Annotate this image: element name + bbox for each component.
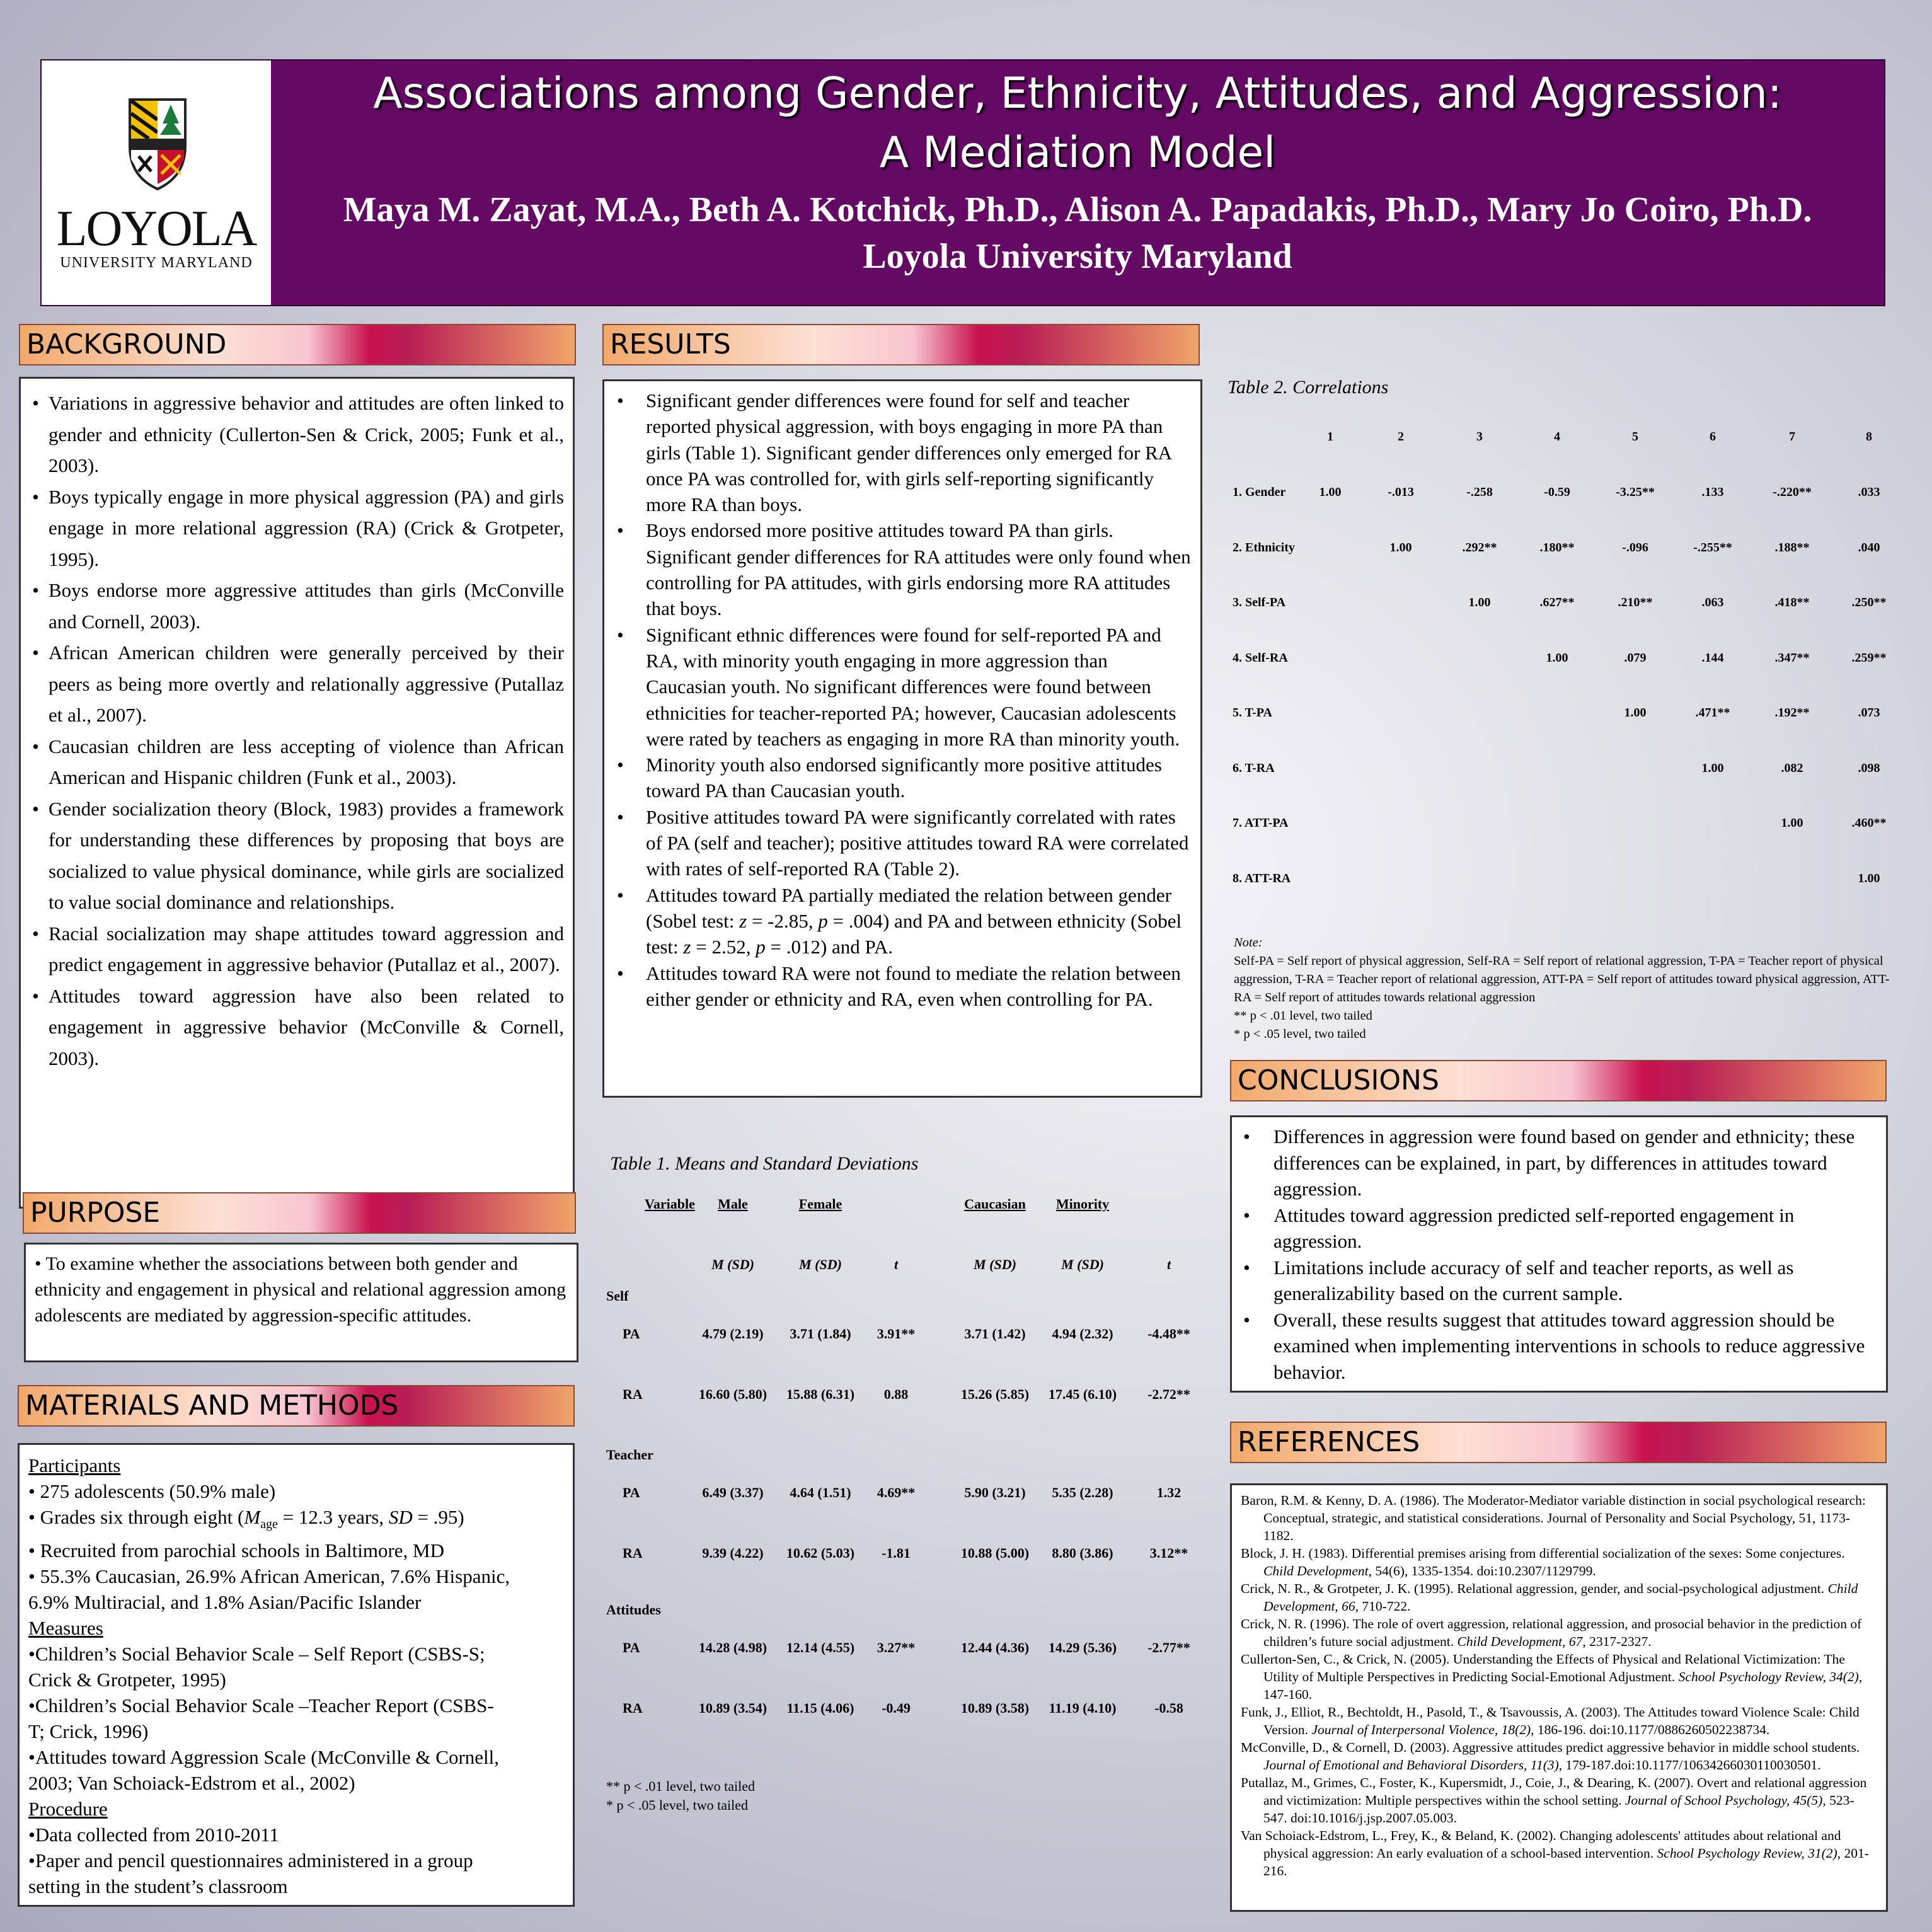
table1-cell: 11.19 (4.10)	[1049, 1700, 1117, 1716]
table2-cell: .259**	[1851, 650, 1887, 665]
procedure-1: •Data collected from 2010-2011	[28, 1824, 279, 1846]
table1-cell: 1.32	[1156, 1485, 1182, 1500]
table2-cell: .040	[1858, 540, 1880, 555]
table1-cell: 4.69**	[877, 1485, 916, 1500]
references-list	[1241, 1492, 1877, 1880]
list-item: • Significant ethnic differences were found for self-reported PA and RA, with minority youth engaging in more aggression than Caucasian youth. No significant differences were found between ethnicities for teacher-reported PA; however, Caucasian adolescents were rated by teachers as engaging in more RA than minority youth.	[613, 622, 1192, 752]
table2-cell: .347**	[1774, 650, 1810, 665]
list-item: • Attitudes toward aggression predicted self-reported engagement in aggression.	[1241, 1202, 1877, 1255]
table2-row-label: 6. T-RA	[1233, 761, 1275, 775]
procedure-2: •Paper and pencil questionnaires administered in a group	[28, 1849, 473, 1872]
table2-cell: .180**	[1539, 540, 1575, 555]
list-item: • Variations in aggressive behavior and attitudes are often linked to gender and ethnicity (Cullerton-Sen & Crick, 2005; Funk et al., 2003).	[30, 388, 564, 481]
results-list	[613, 388, 1192, 1012]
table1-subheader: t	[894, 1256, 899, 1272]
table1-subheader: M (SD)	[974, 1256, 1016, 1272]
participants-grades: • Grades six through eight ($M_{age} = 12.3$ years, SD = .95)	[28, 1506, 464, 1532]
purpose-box	[24, 1243, 578, 1362]
table2-cell: .133	[1701, 485, 1724, 499]
table1-cell: -0.58	[1154, 1700, 1183, 1716]
table1-row-label: PA	[623, 1485, 640, 1500]
table1-header: Variable	[645, 1196, 695, 1212]
list-item: • Significant gender differences were found for self and teacher reported physical aggression, with boys engaging in more PA than girls (Table 1). Significant gender differences only emerged for RA once PA was controlled for, with girls self-reporting significantly more RA than boys.	[613, 388, 1192, 517]
list-item: • Differences in aggression were found based on gender and ethnicity; these differences can be explained, in part, by differences in attitudes toward aggression.	[1241, 1124, 1877, 1202]
table1-cell: -2.77**	[1147, 1640, 1190, 1655]
table2-cell: -.258	[1466, 485, 1493, 499]
table1-subheader: M (SD)	[799, 1256, 842, 1272]
table2-cell: -3.25**	[1616, 485, 1655, 499]
title-line-2: A Mediation Model	[879, 128, 1276, 178]
table1-cell: 3.91**	[877, 1326, 916, 1342]
table2-title: Table 2. Correlations	[1228, 377, 1389, 398]
table1-cell: 5.90 (3.21)	[964, 1485, 1026, 1500]
table2-col-header: 3	[1476, 430, 1483, 444]
table2-cell: .292**	[1462, 540, 1497, 555]
table2-cell: 1.00	[1468, 595, 1491, 609]
table1-cell: 6.49 (3.37)	[702, 1485, 764, 1500]
table2-cell: .079	[1624, 650, 1647, 665]
measure-1: •Children’s Social Behavior Scale – Self Report (CSBS-S;	[28, 1643, 485, 1665]
conclusions-box	[1230, 1115, 1888, 1393]
table1-row-label: RA	[623, 1386, 643, 1402]
table2-cell: 1.00	[1858, 871, 1880, 885]
participants-count: • 275 adolescents (50.9% male)	[28, 1480, 276, 1502]
table2-col-header: 2	[1398, 430, 1404, 444]
table2-cell: -.220**	[1773, 485, 1812, 499]
list-item: • African American children were generally perceived by their peers as being more overtly and relationally aggressive (Putallaz et al., 2007).	[30, 637, 564, 731]
table1-row-label: PA	[623, 1326, 640, 1342]
table1-header: Caucasian	[964, 1196, 1026, 1212]
poster-title	[277, 64, 1878, 183]
participants-heading: Participants	[28, 1454, 121, 1476]
table1-cell: 10.89 (3.58)	[960, 1700, 1030, 1716]
background-box	[19, 377, 575, 1209]
table2-cell: .033	[1858, 485, 1880, 499]
methods-box	[18, 1443, 575, 1907]
table2-note-2: * p < .05 level, two tailed	[1234, 1027, 1366, 1041]
title-line-1: Associations among Gender, Ethnicity, Attitudes, and Aggression:	[373, 69, 1782, 118]
table2-cell: .082	[1781, 761, 1803, 775]
author-names: Maya M. Zayat, M.A., Beth A. Kotchick, Ph.D., Alison A. Papadakis, Ph.D., Mary Jo Coiro, Ph.D.	[343, 190, 1812, 229]
table1-cell: 3.12**	[1149, 1545, 1188, 1561]
table2-cell: .144	[1701, 650, 1724, 665]
list-item: • Attitudes toward PA partially mediated the relation between gender (Sobel test: z = -2.85, p = .004) and PA and between ethnicity (Sobel test: z = 2.52, p = .012) and PA.	[613, 882, 1192, 960]
logo-wordmark: LOYOLA	[56, 201, 256, 256]
table1-cell: 4.64 (1.51)	[790, 1485, 851, 1500]
table2-cell: 1.00	[1546, 650, 1568, 665]
table1-cell: 14.29 (5.36)	[1048, 1640, 1117, 1655]
table1-cell: 3.71 (1.42)	[964, 1326, 1026, 1342]
table1-group-label: Self	[606, 1288, 629, 1304]
measure-2-cont: T; Crick, 1996)	[28, 1720, 149, 1743]
table2-cell: .471**	[1695, 706, 1730, 720]
table2-cell: 1.00	[1319, 485, 1342, 499]
reference-item: Crick, N. R., & Grotpeter, J. K. (1995). Relational aggression, gender, and social-psychological adjustment. Child Development, 66, 710-722.	[1241, 1581, 1858, 1614]
table1-group-label: Teacher	[606, 1447, 653, 1463]
table2-cell: .063	[1701, 595, 1724, 609]
list-item: • Minority youth also endorsed significantly more positive attitudes toward PA than Caucasian youth.	[613, 752, 1192, 804]
measures-heading: Measures	[28, 1617, 103, 1640]
table2-cell: -0.59	[1544, 485, 1570, 499]
table2-row-label: 3. Self-PA	[1233, 595, 1286, 609]
table1-cell: -4.48**	[1147, 1326, 1190, 1342]
purpose-text: • To examine whether the associations between both gender and ethnicity and engagement in physical and relational aggression among adolescents are mediated by aggression-specific attitudes.	[35, 1253, 566, 1326]
purpose-heading: PURPOSE	[23, 1192, 576, 1234]
table2-cell: .627**	[1539, 595, 1575, 609]
references-heading: REFERENCES	[1230, 1422, 1887, 1463]
table2-row-label: 7. ATT-PA	[1233, 816, 1289, 830]
table1-subheader: M (SD)	[711, 1256, 754, 1272]
table1-cell: 17.45 (6.10)	[1048, 1386, 1117, 1402]
list-item: • Caucasian children are less accepting of violence than African American and Hispanic children (Funk et al., 2003).	[30, 731, 564, 793]
participants-schools: • Recruited from parochial schools in Baltimore, MD	[28, 1539, 444, 1562]
measure-2: •Children’s Social Behavior Scale –Teacher Report (CSBS-	[28, 1694, 494, 1717]
table1-cell: 10.88 (5.00)	[960, 1545, 1030, 1561]
affiliation: Loyola University Maryland	[863, 237, 1292, 276]
table2-cell: .460**	[1851, 816, 1887, 830]
table1-subheader: M (SD)	[1061, 1256, 1104, 1272]
list-item: • Boys endorsed more positive attitudes toward PA than girls. Significant gender differences for RA attitudes were only found when controlling for PA attitudes, with girls endorsing more RA attitudes that boys.	[613, 517, 1192, 621]
conclusions-list	[1241, 1124, 1877, 1385]
table2-row-label: 8. ATT-RA	[1233, 871, 1291, 885]
author-block	[277, 187, 1878, 280]
table1-group-label: Attitudes	[606, 1602, 661, 1618]
methods-heading: MATERIALS AND METHODS	[18, 1385, 575, 1427]
table1-note: ** p < .01 level, two tailed	[606, 1778, 756, 1794]
table1-cell: 16.60 (5.80)	[698, 1386, 768, 1402]
table2-cell: .192**	[1774, 706, 1810, 720]
table1-row-label: RA	[623, 1700, 643, 1716]
table2-cell: 1.00	[1781, 816, 1803, 830]
reference-item: Baron, R.M. & Kenny, D. A. (1986). The Moderator-Mediator variable distinction in social psychological research: Conceptual, strategic, and statistical considerations. Journal of Personality and Social Psychology, 51, 1173-1182.	[1241, 1493, 1866, 1543]
table1-cell: 12.14 (4.55)	[786, 1640, 855, 1655]
table1-cell: 14.28 (4.98)	[698, 1640, 768, 1655]
table2-col-header: 5	[1632, 430, 1638, 444]
participants-ethnicity-cont: 6.9% Multiracial, and 1.8% Asian/Pacific Islander	[28, 1591, 422, 1614]
table2-col-header: 8	[1866, 430, 1872, 444]
table2-cell: .418**	[1774, 595, 1810, 609]
table2-col-header: 1	[1327, 430, 1333, 444]
list-item: • Overall, these results suggest that attitudes toward aggression should be examined when implementing interventions in schools to reduce aggressive behavior.	[1241, 1307, 1877, 1386]
table2-row-label: 1. Gender	[1233, 485, 1286, 499]
table2-cell: -.255**	[1693, 540, 1732, 555]
table2-cell: -.096	[1622, 540, 1648, 555]
results-heading: RESULTS	[602, 324, 1200, 365]
table2-row-label: 5. T-PA	[1233, 706, 1272, 720]
list-item: • Attitudes toward RA were not found to mediate the relation between either gender or ethnicity and RA, even when controlling for PA.	[613, 960, 1192, 1013]
list-item: • Boys typically engage in more physical aggression (PA) and girls engage in more relational aggression (RA) (Crick & Grotpeter, 1995).	[30, 481, 564, 575]
procedure-2-cont: setting in the student’s classroom	[28, 1875, 288, 1898]
table1-cell: 15.26 (5.85)	[960, 1386, 1030, 1402]
table1-cell: 3.71 (1.84)	[790, 1326, 851, 1342]
table1-cell: 4.94 (2.32)	[1052, 1326, 1113, 1342]
table2-col-header: 7	[1789, 430, 1795, 444]
table2-note-heading: Note:	[1234, 936, 1263, 950]
table1-cell: -2.72**	[1147, 1386, 1190, 1402]
table2-cell: 1.00	[1389, 540, 1412, 555]
table1-header: Female	[798, 1196, 842, 1212]
table2-col-header: 4	[1554, 430, 1560, 444]
table2-cell: .098	[1858, 761, 1880, 775]
table2-cell: -.013	[1388, 485, 1414, 499]
results-box	[602, 379, 1202, 1098]
list-item: • Attitudes toward aggression have also been related to engagement in aggressive behavior (McConville & Cornell, 2003).	[30, 980, 564, 1074]
logo-subtitle: UNIVERSITY MARYLAND	[60, 255, 253, 271]
table1-cell: 4.79 (2.19)	[702, 1326, 764, 1342]
table1-cell: 0.88	[883, 1386, 909, 1402]
table2-note-1: ** p < .01 level, two tailed	[1234, 1009, 1372, 1023]
table1-cell: 11.15 (4.06)	[786, 1700, 854, 1716]
table1-cell: 9.39 (4.22)	[702, 1545, 764, 1561]
reference-item: McConville, D., & Cornell, D. (2003). Aggressive attitudes predict aggressive behavior in middle school students. Journal of Emotional and Behavioral Disorders, 11(3), 179-187.doi:10.1177/10634266030110030501.	[1241, 1740, 1860, 1773]
table2-note-text: Self-PA = Self report of physical aggression, Self-RA = Self report of relational aggression, T-PA = Teacher report of physical aggression, T-RA = Teacher report of relational aggression, ATT-PA = Self report of attitudes toward physical aggression, ATT-RA = Self report of attitudes towards relational aggression	[1234, 954, 1890, 1004]
table1-subheader: t	[1166, 1256, 1171, 1272]
reference-item: Funk, J., Elliot, R., Bechtoldt, H., Pasold, T., & Tsavoussis, A. (2003). The Attitudes toward Violence Scale: Child Version. Journal of Interpersonal Violence, 18(2), 186-196. doi:10.1177/0886260502238734.	[1241, 1705, 1860, 1737]
table2-note	[1234, 934, 1902, 1044]
table2-cell: .250**	[1851, 595, 1887, 609]
table1-cell: 10.89 (3.54)	[698, 1700, 768, 1716]
table2-cell: .210**	[1618, 595, 1653, 609]
table2-row-label: 4. Self-RA	[1233, 650, 1288, 665]
reference-item: Van Schoiack-Edstrom, L., Frey, K., & Beland, K. (2002). Changing adolescents' attitudes about relational and physical aggression: An early evaluation of a school-based intervention. School Psychology Review, 31(2), 201-216.	[1241, 1828, 1869, 1878]
reference-item: Cullerton-Sen, C., & Crick, N. (2005). Understanding the Effects of Physical and Relational Victimization: The Utility of Multiple Perspectives in Predicting Social-Emotional Adjustment. School Psychology Review, 34(2), 147-160.	[1241, 1652, 1863, 1702]
table1-title: Table 1. Means and Standard Deviations	[610, 1153, 919, 1174]
procedure-heading: Procedure	[28, 1798, 108, 1820]
background-heading: BACKGROUND	[19, 324, 576, 365]
table1-cell: 5.35 (2.28)	[1052, 1485, 1113, 1500]
list-item: • Positive attitudes toward PA were significantly correlated with rates of PA (self and teacher); positive attitudes toward RA were correlated with rates of self-reported RA (Table 2).	[613, 804, 1192, 882]
table1-cell: 3.27**	[877, 1640, 916, 1655]
table1-cell: 15.88 (6.31)	[786, 1386, 855, 1402]
table1-cell: 12.44 (4.36)	[960, 1640, 1030, 1655]
table1-row-label: PA	[623, 1640, 640, 1655]
table1-note: * p < .05 level, two tailed	[606, 1797, 749, 1813]
table1-cell: 10.62 (5.03)	[786, 1545, 855, 1561]
table1-cell: -1.81	[882, 1545, 911, 1561]
table1-row-label: RA	[623, 1545, 643, 1561]
table1-header: Male	[718, 1196, 748, 1212]
table2-col-header: 6	[1710, 430, 1716, 444]
table1-cell: -0.49	[882, 1700, 911, 1716]
reference-item: Block, J. H. (1983). Differential premises arising from differential socialization of the sexes: Some conjectures. Child Development, 54(6), 1335-1354. doi:10.2307/1129799.	[1241, 1546, 1845, 1578]
table2-cell: .073	[1858, 706, 1880, 720]
table2-row-label: 2. Ethnicity	[1233, 540, 1295, 555]
references-box	[1230, 1483, 1888, 1912]
list-item: • Limitations include accuracy of self and teacher reports, as well as generalizability based on the current sample.	[1241, 1255, 1877, 1307]
table2-cell: 1.00	[1624, 706, 1647, 720]
reference-item: Putallaz, M., Grimes, C., Foster, K., Kupersmidt, J., Coie, J., & Dearing, K. (2007). Overt and relational aggression and victimization: Multiple perspectives within the school setting. Journal of School Psychology, 45(5), 523-547. doi:10.1016/j.jsp.2007.05.003.	[1241, 1775, 1867, 1826]
background-list	[30, 388, 564, 1074]
table2-cell: .188**	[1774, 540, 1810, 555]
table1-cell: 8.80 (3.86)	[1052, 1545, 1113, 1561]
list-item: • Racial socialization may shape attitudes toward aggression and predict engagement in aggressive behavior (Putallaz et al., 2007).	[30, 918, 564, 980]
measure-3-cont: 2003; Van Schoiack-Edstrom et al., 2002)	[28, 1772, 355, 1795]
measure-3: •Attitudes toward Aggression Scale (McConville & Cornell,	[28, 1746, 499, 1769]
crest-icon	[126, 96, 189, 192]
participants-ethnicity: • 55.3% Caucasian, 26.9% African American, 7.6% Hispanic,	[28, 1565, 510, 1588]
list-item: • Boys endorse more aggressive attitudes than girls (McConville and Cornell, 2003).	[30, 575, 564, 637]
list-item: • Gender socialization theory (Block, 1983) provides a framework for understanding these differences by proposing that boys are socialized to value physical dominance, while girls are socialized to value social dominance and relationships.	[30, 793, 564, 918]
table2-cell: 1.00	[1701, 761, 1724, 775]
conclusions-heading: CONCLUSIONS	[1230, 1060, 1887, 1101]
measure-1-cont: Crick & Grotpeter, 1995)	[28, 1669, 226, 1691]
table1-header: Minority	[1055, 1196, 1110, 1212]
reference-item: Crick, N. R. (1996). The role of overt aggression, relational aggression, and prosocial behavior in the prediction of children’s future social adjustment. Child Development, 67, 2317-2327.	[1241, 1616, 1862, 1649]
